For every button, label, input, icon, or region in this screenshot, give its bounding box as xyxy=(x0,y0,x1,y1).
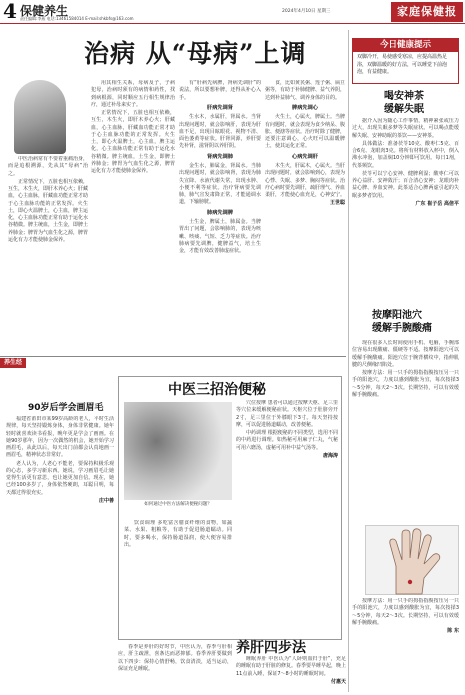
liver-text-2: 睡眠养肝 中医认为“人卧则血归于肝”，充足的睡眠有助于肝脏的修复。春季要早睡早起，晚上11点前入睡，保证7～8小时的睡眠时间。 xyxy=(236,656,346,677)
page-number: 4 xyxy=(3,0,17,23)
longevity-byline: 庄中善 xyxy=(98,497,114,504)
constipation-diet: 饮食调理 多吃富含膳食纤维的食物，如蔬菜、水果、粗粮等，有助于促进肠道蠕动。同时，要多喝水，保持肠道湿润，使大便容易排出。 xyxy=(124,520,232,548)
liver-text: 春季是养肝的好时节，中医认为，春季与肝相应，肝主疏泄，喜条达而恶抑郁。春季养肝要做到以下四步：保持心情舒畅，饮食清淡，适当运动，保证充足睡眠。 xyxy=(118,644,232,672)
main-article-col-1 xyxy=(8,156,88,354)
doctor-photo xyxy=(14,80,66,154)
article-paragraph: 土生金，脾属土，肺属金。当脾胃出了问题，会影响肺的，表现为咳嗽、咳痰、气短、乏力等症状。治疗肺病要先调脾，健脾益气，培土生金，才能有效改善肺虚症状。 xyxy=(179,219,261,255)
acupoint-title-line-2: 缓解手腕酸痛 xyxy=(372,322,432,334)
main-article-col-2 xyxy=(91,80,175,354)
subheading-heart: 心病先调肝 xyxy=(292,153,318,160)
acupoint-method: 按摩方法：用一只手的拇指指腹按压另一只手的阳池穴，力度以感到酸胀为宜，每次按揉3～5分钟，每天2～3次。长期坚持，可以有效缓解手腕酸痛。 xyxy=(352,370,459,398)
liver-byline: 付惠天 xyxy=(330,678,346,685)
herbs-caption: 如何通过中医方法解决便秘问题？ xyxy=(144,502,212,507)
tea-title-line-2: 缓解失眠 xyxy=(384,103,424,115)
acupoint-article-title xyxy=(372,310,432,335)
main-article-col-4 xyxy=(265,80,345,354)
article-intro: 中医治病常有不要着重痛治身，而是追根溯源，先从其“母病”治之。 xyxy=(8,156,88,177)
acupoint-text-cont: 按摩方法：用一只手的拇指指腹按压另一只手的阳池穴，力度以感到酸胀为宜，每次按揉3～5分钟，每天2～3次。长期坚持，可以有效缓解手腕酸痛。 xyxy=(352,598,459,626)
constipation-col-1 xyxy=(124,520,232,636)
liver-title: 养肝四步法 xyxy=(236,640,306,656)
article-paragraph: 金生水，肺属金，肾属水。当肺出现问题时，就会影响肾，表现为肺失宣降、水液代谢失常，出现水肿、小便不利等症状。治疗肾病要先调肺，肺气宣发肃降正常，才能通调水道，下输膀胱。 xyxy=(179,163,261,206)
subheading-lung: 肺病先调脾 xyxy=(207,209,233,216)
main-article-col-3 xyxy=(179,80,261,354)
acupoint-title-line-1: 按摩阳池穴 xyxy=(372,310,422,321)
longevity-body xyxy=(6,416,114,692)
article-paragraph: 火生土，心属火，脾属土。当脾有问题时，就会表现为食少纳呆、腹胀、便溏等症状。治疗时除了健脾，还要注意调心，心火旺可以温暖脾土，使其运化正常。 xyxy=(265,114,345,150)
liver-col-1 xyxy=(118,644,232,694)
constipation-col-2 xyxy=(236,400,338,634)
newspaper-name: 家庭保健报 xyxy=(391,2,463,22)
subheading-spleen: 脾病先调心 xyxy=(292,104,318,111)
constipation-massage: 穴位按摩 患者可以通过按摩天枢、足三里等穴位来缓解便秘症状。天枢穴位于肚脐旁开2寸，足三里位于外膝眼下3寸。每天坚持按摩，可以促进肠道蠕动，改善便秘。 xyxy=(236,400,338,428)
article-byline: 王世聪 xyxy=(329,200,345,207)
article-paragraph: 生水木，水属肝，肾属水。当肾出现问题时，就会影响肝，表现为肝血不足，出现目眩眼花、视物不清、面色萎黄等症状。肝肾同源，养肝要先补肾，滋肾阴以养肝阴。 xyxy=(179,114,261,150)
hand-icon xyxy=(366,526,460,596)
column-divider xyxy=(348,30,349,692)
hand-acupoint-illustration xyxy=(365,525,459,595)
acupoint-text: 现在很多人长时间使用手机、电脑，手腕部位容易出现酸痛、僵硬等不适。按摩阳池穴可以缓解手腕酸痛。阳池穴位于腕背横纹中，指伸肌腱的尺侧缘凹陷处。 xyxy=(352,340,459,368)
tea-article-title xyxy=(384,91,424,116)
tea-title-line-1: 喝安神茶 xyxy=(384,91,424,102)
issue-date: 2024年4月10日 星期三 xyxy=(282,9,331,14)
health-tip-box xyxy=(352,38,459,84)
longevity-title: 90岁后学会画眉毛 xyxy=(28,403,104,413)
longevity-text: 福建省莆田市某99岁高龄的老人，平时生活规律，每天坚持锻炼身体，身体非常健康。她年轻时就喜欢读书看报，晚年更是学会了画画。在她90岁那年，因为一次偶然的机会，她开始学习画眉毛，从此以后，每天出门前都会认真地画一画眉毛，精神状态非常好。 xyxy=(6,416,114,459)
subheading-liver: 肝病先调肾 xyxy=(207,104,233,111)
article-paragraph: 木生火，肝属木，心属火。当肝出现问题时，就会影响到心，表现为心悸、失眠、多梦、胸闷等症状。治疗心病时要先调肝，疏肝理气、养血柔肝，才能使心血充足，心神安宁。 xyxy=(265,163,345,199)
tea-article-body xyxy=(352,118,459,306)
health-tip-text: 双脚冷开，易使感受寒凉，应提高温热足浴，双脚温暖的好方法，可以睡觉下前泡泡，有益健康。 xyxy=(357,54,448,75)
article-paragraph: 用其相生关系，母病及子，子病犯母，治病时须有的病情和药性，找到病根源，同时顺应五行相生规律治疗，通过补母来实子。 xyxy=(91,80,175,108)
liver-col-2 xyxy=(236,656,346,694)
editor-info: 责任编辑:李燕 电话:13461584014 E-mail:shkbfs@163.com xyxy=(20,16,134,21)
longevity-text-2: 老人认为，人老心不能老，要保持积极乐观的心态，多学习新东西。她说，学习画眉毛让她觉得生活更有意思，也让她更加自信。现在，她已经100多岁了，身体依然硬朗，耳聪目明，每天都过得很充实。 xyxy=(6,460,114,496)
herbs-photo xyxy=(124,402,232,500)
tea-effect: 茯苓可以宁心安神、健脾利湿；酸枣仁可以养心益肝、安神敛汗；百合清心安神；龙眼肉补益心脾、养血安神。此茶适合心脾两虚引起的失眠多梦者饮用。 xyxy=(352,170,459,199)
constipation-byline: 唐海涛 xyxy=(322,452,338,459)
subheading-kidney: 肾病先调肺 xyxy=(207,153,233,160)
health-band xyxy=(0,358,345,368)
acupoint-byline: 陈 东 xyxy=(447,628,459,634)
main-headline: 治病 从“母病”上调 xyxy=(84,39,307,68)
article-paragraph: 食，比如黄芪粥、莲子粥、扁豆粥等，有助于补肺健脾、益气养阴，达到补益肺气、调养身体的目的。 xyxy=(265,80,345,101)
tea-recipe: 具体做法：准备茯苓10克、酸枣仁5克、百合6克、龙眼肉3克。将所有材料放入杯中，倒入沸水冲泡，加盖焖10分钟即可饮用。每日1剂，代茶频饮。 xyxy=(352,140,459,169)
tea-byline: 广东 崔子岳 高倍平 xyxy=(415,200,459,207)
acupoint-article-body xyxy=(352,340,459,522)
article-paragraph: 有“肝病先病脾，肾病先调肝”的说法，所以要想补脾，还得从补心入手。 xyxy=(179,80,261,101)
section-title: 保健养生 xyxy=(20,4,69,18)
band-label: 养生经 xyxy=(0,358,26,368)
article-paragraph: 正常情况下，五脏也相互依赖，互生，木生火，即肝木养心火；肝藏血，心主血脉，肝藏血功能正常才助于心主血脉功能的正常发挥。火生土，即心火温脾土，心主血，脾主运化，心主血脉功能正常有助于运化水谷精微。脾主统血，土生金，即脾土养肺金；脾胃为气血生化之源，脾胃运化有力才能使肺金保养。 xyxy=(8,178,88,243)
article-paragraph: 正常情况下，五脏也相互依赖，互生，木生火，即肝木养心火；肝藏血，心主血脉，肝藏血功能正常才助于心主血脉功能的正常发挥。火生土，即心火温脾土，心主血，脾主运化，心主血脉功能正常有助于运化水谷精微。脾主统血，土生金，即脾土养肺金；脾胃为气血生化之源，脾胃运化有力才能使肺金保养。 xyxy=(91,110,175,174)
health-tip-title: 今日健康提示 xyxy=(353,39,458,52)
section-divider xyxy=(0,356,346,357)
constipation-title: 中医三招治便秘 xyxy=(168,382,266,398)
acupoint-article-continued xyxy=(352,598,459,692)
constipation-herbal: 中药调理 根据便秘的不同类型，选用不同的中药进行调理。如热秘可用麻子仁丸，气秘可用六磨汤，虚秘可用补中益气汤等。 xyxy=(236,430,338,451)
tea-text: 据介入因为随心工作事情，精神紧张或压力过大，出现失眠多梦等失眠症状。可以喝点能缓解失眠、安神助眠的茶饮——安神茶。 xyxy=(352,118,459,139)
page-header xyxy=(0,0,465,24)
